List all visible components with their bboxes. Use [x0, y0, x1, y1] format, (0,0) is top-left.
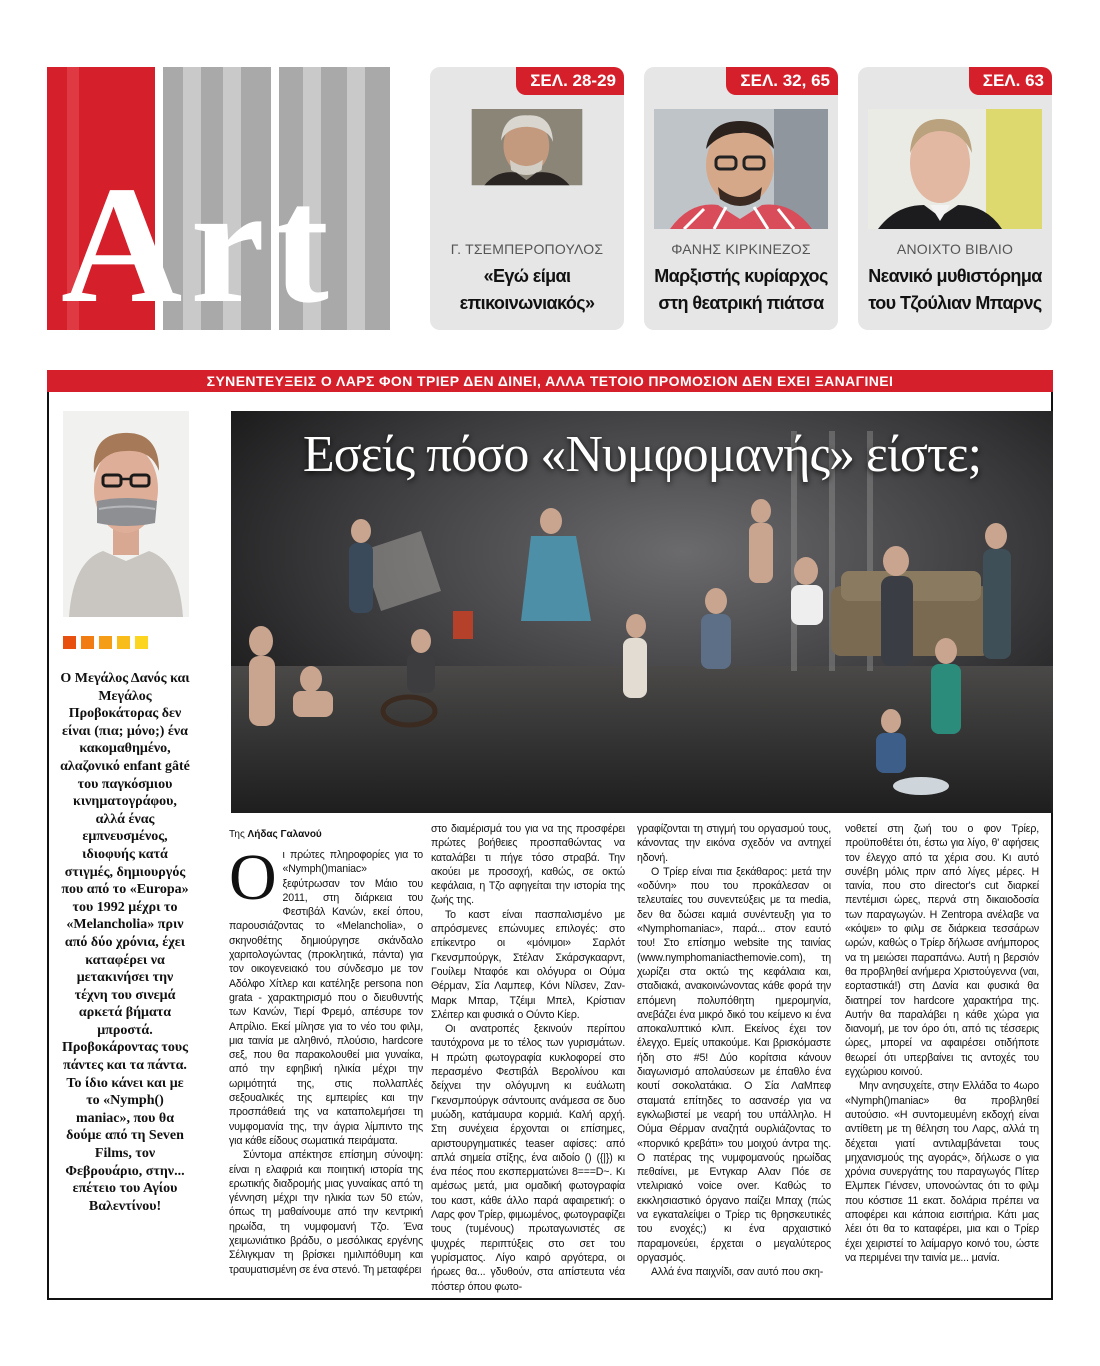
teaser-anoixto-vivlio[interactable] — [858, 67, 1052, 330]
teaser-kicker: ΦΑΝΗΣ ΚΙΡΚΙΝΕΖΟΣ — [671, 241, 811, 257]
logo-letters: Art — [61, 152, 337, 338]
byline: Της Λήδας Γαλανού — [229, 829, 322, 840]
section-banner: ΣΥΝΕΝΤΕΥΞΕΙΣ Ο ΛΑΡΣ ΦΟΝ ΤΡΙΕΡ ΔΕΝ ΔΙΝΕΙ, ΑΛΛΑ ΤΕΤΟΙΟ ΠΡΟΜΟΣΙΟΝ ΔΕΝ ΕΧΕΙ ΞΑΝΑΓΙΝΕΙ — [47, 370, 1053, 392]
teaser-tsemperopoulos[interactable] — [430, 67, 624, 330]
teaser-headline: «Εγώ είμαι επικοινωνιακός» — [459, 266, 595, 313]
article-column-1: Οι πρώτες πληροφορίες για το «Nymph()maniac» ξεφύτρωσαν τον Μάιο του 2011, στη διάρκεια του Φεστιβάλ Κανών, εκεί όπου, παρουσιάζοντας το «Melancholia», ο σκηνοθέτης δημιούργησε σκάνδαλο χαριτολογώντας (προκλητικά, πάντα) για τον οικογενειακό του σύνδεσμο με τον Αδόλφο Χίτλερ και κατέληξε persona non grata - χαρακτηρισμό που ο διευθυντής των Κανών, Τιερί Φρεμό, απέσυρε τον Απρίλιο. Εκεί μίλησε για το νέο του φιλμ, μια ταινία με αληθινό, πλούσιο, hardcore σεξ, που θα παρακολουθεί μια γυναίκα, από την εφηβική ηλικία μέχρι την ωριμότητά της, στις πολλαπλές σεξουαλικές της εμπειρίες και την προσπάθειά της να καταπολεμήσει τη νυμφομανία της, την άγρια λίμπιντο της για κάθε είδους σωματικά πειράματα. Σύντομα απέκτησε επίσημη σύνοψη: είναι η ελαφριά και ποιητική ιστορία της ερωτικής διαδρομής μιας γυναίκας από τη γέννηση μέχρι την ηλικία των 50 ετών, όπως τη μαθαίνουμε από την κεντρική ηρωίδα, τη νυμφομανή Τζο. Ένα χειμωνιάτικο βράδυ, ο μεσόλικας εργένης Σέλιγκμαν τη βρίσκει ημιλιπόθυμη και τραυματισμένη σε ένα στενό. Τη μεταφέρει — [229, 841, 423, 1276]
article-column-4: νοθετεί στη ζωή του ο φον Τρίερ, προϋποθέτει ότι, έστω για λίγο, θ' αφήσεις τον έλεγχο από τα χέρια σου. Κι αυτό συνέβη μόλις πριν από λίγες μέρες. Η ταινία, που στο director's cut διαρκεί πεντέμισι ώρες, περνά στη δικαιοδοσία των παραγωγών. Η Zentropa ανέλαβε να «κόψει» το φιλμ σε διάρκεια τεσσάρων ωρών, καθώς ο Τρίερ δήλωσε ανήμπορος να τη μειώσει παραπάνω. Αυτή η βερσιόν θα προβληθεί ανήμερα Χριστούγεννα (ναι, εορταστικά!) στη Δανία και φυσικά θα διατηρεί τον hardcore χαρακτήρα της. Αυτήν θα παραλάβει η κάθε χώρα για διανομή, με τον όρο ότι, από τις τέσσερις ώρες, μπορεί να αφαιρέσει οτιδήποτε θεωρεί ότι υπερβαίνει τις αντοχές του εγχώριου κοινού. Μην ανησυχείτε, στην Ελλάδα το 4ωρο «Nymph()maniac» θα προβληθεί αυτούσιο. «Η συντομευμένη εκδοχή είναι αντίθετη με τη θέληση του Λαρς, αλλά τη δέχεται γιατί αντιλαμβάνεται τους μηχανισμούς της αγοράς», δήλωσε ο για χρόνια συνεργάτης του παραγωγός Πίτερ Ελμπεκ Γιένσεν, υπονοώντας ότι το φιλμ που κόστισε 11 εκατ. δολάρια πρέπει να αποφέρει και κάποια εισιτήρια. Κάτι μας λέει ότι θα το καταφέρει, μια και ο Τρίερ έχει χειριστεί το λαίμαργο κοινό του, ώστε να περιμένει την ταινία με... μανία. — [845, 823, 1039, 1264]
teaser-kicker: ΑΝΟΙΧΤΟ ΒΙΒΛΙΟ — [896, 241, 1014, 257]
art-section-logo — [47, 67, 390, 338]
article-column-3: γραφίζονται τη στιγμή του οργασμού τους, κάνοντας την εικόνα σχεδόν να αντηχεί ηδονή. Ο Τρίερ είναι πια ξεκάθαρος: μετά την «οδύνη» που του προκάλεσαν οι τελευταίες του συνεντεύξεις με τα media, δεν θα δώσει καμιά συνέντευξη για το «Nymphomaniac», παρά... στον εαυτό του! Στο επίσημο website της ταινίας (www.nymphomaniacthemovie.com), τη χωρίζει στα οκτώ της κεφάλαια και, σταδιακά, ανακοινώνοντας κάθε φορά την επόμενη πολυπόθητη ημερομηνία, ανεβάζει ένα μικρό δικό του κείμενο κι ένα αποκαλυπτικό κλιπ. Εκείνος έχει τον έλεγχο. Εμείς υπακούμε. Και βρισκόμαστε ήδη στο #5! Δύο κορίτσια κάνουν διαγωνισμό απολαύσεων με έπαθλο ένα κουτί σοκολατάκια. Ο Σία ΛαΜπεφ σταματά επίτηδες το ασανσέρ για να εγκλωβιστεί με νεαρή του υπάλληλο. Η Ούμα Θέρμαν αναζητά ουρλιάζοντας το «πορνικό κρεβάτι» του μοιχού άντρα της. Ο πατέρας της νυμφομανούς ηρωίδας πεθαίνει, με Εντγκαρ Αλαν Πόε σε ντελιριακό voice over. Καθώς το εκκλησιαστικό όργανο παίζει Μπαχ (πώς να εγκαταλείψει ο Τρίερ τις θρησκευτικές του ενοχές;) κι ένα αρχαιστικό παραμονεύει, έρχεται ο μεγαλύτερος οργασμός. Αλλά ένα παιχνίδι, σαν αυτό που σκη- — [637, 823, 831, 1279]
drop-cap: Ο — [229, 841, 277, 914]
portrait-photo — [63, 411, 189, 617]
teaser-kirkinezos[interactable] — [644, 67, 838, 330]
teaser-portrait-photo — [654, 109, 828, 229]
teaser-page-number: ΣΕΛ. 32, 65 — [726, 67, 838, 95]
decorative-dots — [63, 636, 153, 650]
teaser-page-number: ΣΕΛ. 63 — [969, 67, 1052, 95]
teaser-portrait-photo — [868, 109, 1042, 229]
teaser-headline: Μαρξιστής κυρίαρχος στη θεατρική πιάτσα — [654, 266, 828, 313]
article-title: Εσείς πόσο «Νυμφομανής» είστε; — [302, 426, 982, 483]
teaser-page-number: ΣΕΛ. 28-29 — [516, 67, 624, 95]
teaser-headline: Νεανικό μυθιστόρημα του Τζούλιαν Μπαρνς — [868, 266, 1042, 313]
article-column-2: στο διαμέρισμά του για να της προσφέρει πρώτες βοήθειες προσπαθώντας να καταλάβει τι πήγε τόσο στραβά. Την ακούει με προσοχή, καθώς, σε οκτώ κεφάλαια, η Τζο αφηγείται την ιστορία της ζωής της. Το καστ είναι πασπαλισμένο με απρόσμενες επώνυμες επιλογές: στο επίκεντρο οι «μόνιμοι» Σαρλότ Γκενσμπούργκ, Στέλαν Σκάρσγκααρντ, Γουίλεμ Νταφόε και ολόγυρα οι Ούμα Θέρμαν, Σία Λαμπεφ, Κόνι Νίλσεν, Ζαν-Μαρκ Μπαρ, Τζέιμι Μπελ, Κρίστιαν Σλέιτερ και φυσικά ο Ούντο Κίερ. Οι ανατροπές ξεκινούν περίπου ταυτόχρονα με το τέλος των γυρισμάτων. Η πρώτη φωτογραφία κυκλοφορεί στο περασμένο Φεστιβάλ Βερολίνου και δείχνει την ολόγυμνη κι ευάλωτη Γκενσμπούργκ σάντουιτς ανάμεσα σε δυο μυώδη, κατάμαυρα κορμιά. Καλή αρχή. Στη συνέχεια έρχονται οι επίσημες, αριστουργηματικές teaser αφίσες: από απλά σημεία στίξης, ένα αιδοίο () ({|}) κι ένα πέος που εκσπερματώνει 8===D~. Κι αμέσως μετά, μια ομαδική φωτογραφία του καστ, κάθε άλλο παρά αφαιρετική: ο Λαρς φον Τρίερ, φιμωμένος, φωτογραφίζει τους (τυμένους) πρωταγωνιστές σε ψυχρές περιπτύξεις στο σετ του γυρίσματος. Λίγο καιρό αργότερα, οι ήρωες θα... γδυθούν, στα απίστευτα νέα πόστερ όπου φωτο- — [431, 823, 625, 1293]
teaser-portrait-photo — [440, 109, 614, 229]
article-lede: Ο Μεγάλος Δανός και Μεγάλος Προβοκάτορας δεν είναι (πια; μόνο;) ένα κακομαθημένο, αλαζονικό enfant gâté του παγκόσμιου κινηματογράφου, αλλά ένας εμπνευσμένος, ιδιοφυής κατά στιγμές, δημιουργός που από το «Europa» του 1992 μέχρι το «Melancholia» πριν από δύο χρόνια, έχει καταφέρει να μετακινήσει την τέχνη του σινεμά αρκετά βήματα μπροστά. Προβοκάροντας τους πάντες και τα πάντα. Το ίδιο κάνει και με το «Nymph() maniac», που θα δούμε από τη Seven Films, τον Φεβρουάριο, στην... επέτειο του Αγίου Βαλεντίνου! — [60, 671, 190, 1214]
teaser-kicker: Γ. ΤΣΕΜΠΕΡΟΠΟΥΛΟΣ — [450, 241, 604, 257]
